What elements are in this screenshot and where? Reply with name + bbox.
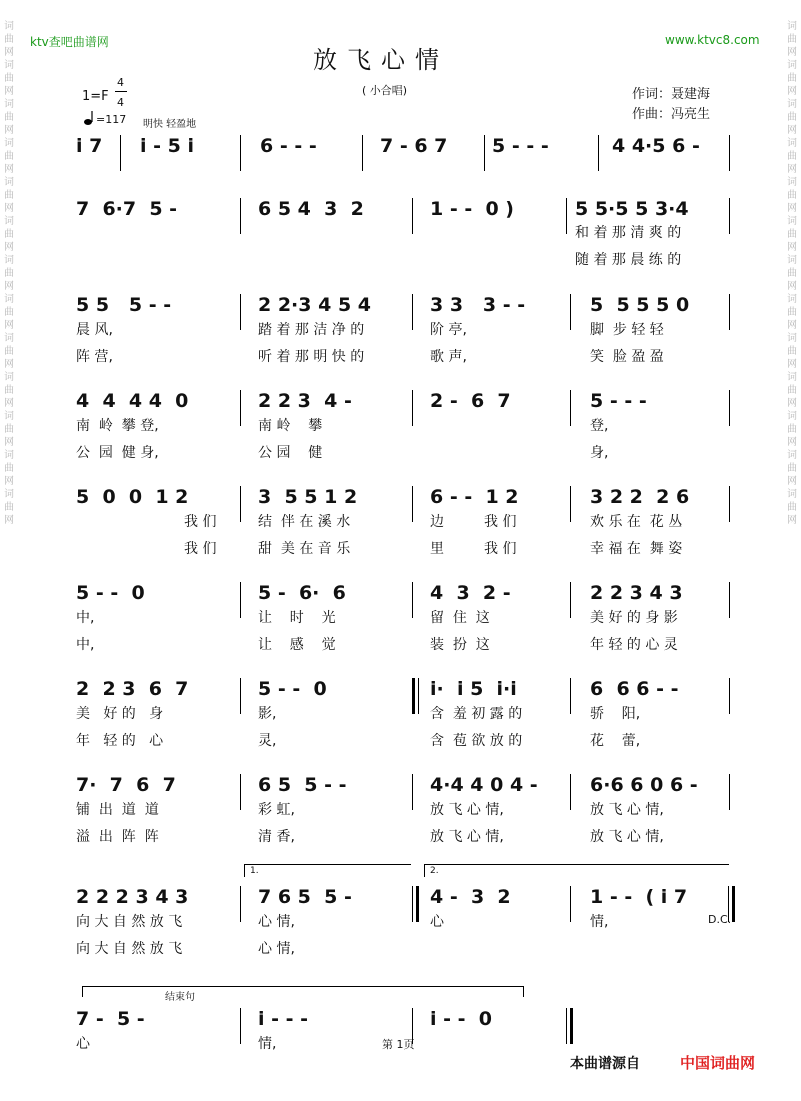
- lyricist-credit: 作词：聂建海: [632, 87, 711, 102]
- score-row-4: [0, 390, 801, 470]
- lyric: 南 岭 攀: [258, 418, 323, 434]
- site-link-right[interactable]: www.ktvc8.com: [665, 33, 760, 47]
- lyric: 甜 美 在 音 乐: [258, 541, 351, 557]
- barline: [240, 198, 241, 234]
- measure: 7· 7 6 7: [76, 774, 176, 796]
- measure: 5 - - -: [590, 390, 647, 412]
- measure: 3 3 3 - -: [430, 294, 526, 316]
- lyric: 心: [430, 914, 444, 930]
- score-row-5: [0, 486, 801, 566]
- score-row-9: [0, 886, 801, 966]
- barline: [240, 135, 241, 171]
- barline: [412, 486, 413, 522]
- barline: [240, 486, 241, 522]
- barline: [570, 774, 571, 810]
- measure: 3 5 5 1 2: [258, 486, 358, 508]
- measure: 6 - - -: [260, 135, 317, 157]
- score-row-7: [0, 678, 801, 758]
- measure: 6 5 5 - -: [258, 774, 347, 796]
- right-watermark: 词 曲 网 词 曲 网 词 曲 网 词 曲 网 词 曲 网 词 曲 网 词 曲 网 词 曲 网 词 曲 网 词 曲 网 词 曲 网 词 曲 网 词 曲 网: [787, 21, 797, 526]
- measure: 2 - 6 7: [430, 390, 511, 412]
- measure: 2 2 3 4 3: [590, 582, 683, 604]
- lyric: 脚 步 轻 轻: [590, 322, 664, 338]
- lyric: 灵,: [258, 733, 277, 749]
- barline: [570, 294, 571, 330]
- lyric: 中,: [76, 637, 95, 653]
- composer-credit: 作曲：冯亮生: [632, 107, 711, 122]
- barline: [570, 582, 571, 618]
- measure: 4 3 2 -: [430, 582, 511, 604]
- lyric: 笑 脸 盈 盈: [590, 349, 664, 365]
- lyric: 年 轻 的 心 灵: [590, 637, 678, 653]
- repeat-end-barline: [412, 886, 413, 922]
- lyric: 铺 出 道 道: [76, 802, 159, 818]
- barline: [240, 886, 241, 922]
- lyric: 心 情,: [258, 941, 295, 957]
- measure: 5 0 0 1 2: [76, 486, 189, 508]
- lyric: 公 园 健: [258, 445, 323, 461]
- da-capo-mark: D.C.: [708, 913, 732, 926]
- lyric: 装 扮 这: [430, 637, 490, 653]
- barline: [570, 678, 571, 714]
- barline: [120, 135, 121, 171]
- measure: 6 6 6 - -: [590, 678, 679, 700]
- lyric: 骄 阳,: [590, 706, 641, 722]
- barline: [412, 582, 413, 618]
- lyric: 情,: [258, 1036, 277, 1052]
- measure: 5 5 5 - -: [76, 294, 172, 316]
- lyric: 清 香,: [258, 829, 295, 845]
- lyric: 身,: [590, 445, 609, 461]
- time-sig-divider: [115, 91, 127, 92]
- measure: 5 - - 0: [258, 678, 327, 700]
- measure: 1 - - ( i 7: [590, 886, 688, 908]
- lyric: 欢 乐 在 花 丛: [590, 514, 683, 530]
- measure: i 7: [76, 135, 103, 157]
- measure: 2 2·3 4 5 4: [258, 294, 371, 316]
- barline: [412, 774, 413, 810]
- barline: [570, 486, 571, 522]
- footer-source-label: 本曲谱源自: [570, 1056, 640, 1072]
- lyric: 阵 营,: [76, 349, 113, 365]
- measure: 4 4·5 6 -: [612, 135, 700, 157]
- barline: [362, 135, 363, 171]
- volta-label-2: 2.: [430, 866, 439, 876]
- barline: [729, 582, 730, 618]
- measure: 1 - - 0 ): [430, 198, 514, 220]
- lyric: 花 蕾,: [590, 733, 641, 749]
- measure: 3 2 2 2 6: [590, 486, 690, 508]
- barline: [412, 294, 413, 330]
- measure: 7 - 5 -: [76, 1008, 145, 1030]
- barline: [240, 678, 241, 714]
- score-row-1: [0, 135, 801, 175]
- lyric: 留 住 这: [430, 610, 490, 626]
- barline: [729, 198, 730, 234]
- score-row-3: [0, 294, 801, 374]
- volta-bracket-1: [244, 864, 411, 877]
- left-watermark: 词 曲 网 词 曲 网 词 曲 网 词 曲 网 词 曲 网 词 曲 网 词 曲 网 词 曲 网 词 曲 网 词 曲 网 词 曲 网 词 曲 网 词 曲 网: [4, 21, 14, 526]
- barline: [729, 774, 730, 810]
- lyric: 让 感 觉: [258, 637, 336, 653]
- barline: [240, 1008, 241, 1044]
- lyric: 彩 虹,: [258, 802, 295, 818]
- final-barline: [566, 1008, 567, 1044]
- lyric: 我 们: [184, 541, 217, 557]
- measure: 5 - - 0: [76, 582, 145, 604]
- barline: [729, 486, 730, 522]
- lyric: 影,: [258, 706, 277, 722]
- lyric: 美 好 的 身: [76, 706, 164, 722]
- measure: 7 - 6 7: [380, 135, 448, 157]
- lyric: 南 岭 攀 登,: [76, 418, 159, 434]
- score-row-10: [0, 1008, 801, 1058]
- barline: [412, 390, 413, 426]
- barline: [729, 294, 730, 330]
- lyric: 让 时 光: [258, 610, 336, 626]
- lyric: 美 好 的 身 影: [590, 610, 678, 626]
- measure: 4 4 4 4 0: [76, 390, 189, 412]
- measure: 5 - - -: [492, 135, 549, 157]
- lyric: 心 情,: [258, 914, 295, 930]
- barline: [240, 582, 241, 618]
- barline: [484, 135, 485, 171]
- measure: 6 5 4 3 2: [258, 198, 364, 220]
- lyric: 踏 着 那 洁 净 的: [258, 322, 365, 338]
- barline: [729, 135, 730, 171]
- lyric: 向 大 自 然 放 飞: [76, 941, 183, 957]
- measure: 2 2 3 4 -: [258, 390, 352, 412]
- volta-label-1: 1.: [250, 866, 259, 876]
- footer-site-link[interactable]: 中国词曲网: [680, 1054, 756, 1072]
- score-row-2: [0, 198, 801, 278]
- measure: 4 - 3 2: [430, 886, 511, 908]
- lyric: 放 飞 心 情,: [590, 829, 664, 845]
- repeat-end-barline: [416, 886, 419, 922]
- lyric: 放 飞 心 情,: [430, 802, 504, 818]
- lyric: 心: [76, 1036, 90, 1052]
- song-title: 放飞心情: [313, 46, 449, 74]
- lyric: 随 着 那 晨 练 的: [575, 252, 682, 268]
- tempo-marking: 明快 轻盈地: [143, 119, 197, 130]
- barline: [240, 774, 241, 810]
- barline: [412, 198, 413, 234]
- measure: i· i 5 i·i: [430, 678, 517, 700]
- ending-label: 结束句: [165, 992, 195, 1003]
- measure: i - - 0: [430, 1008, 492, 1030]
- measure: 6·6 6 0 6 -: [590, 774, 698, 796]
- ending-bracket: [82, 986, 524, 997]
- lyric: 年 轻 的 心: [76, 733, 164, 749]
- lyric: 听 着 那 明 快 的: [258, 349, 365, 365]
- barline: [240, 294, 241, 330]
- lyric: 含 苞 欲 放 的: [430, 733, 523, 749]
- lyric: 向 大 自 然 放 飞: [76, 914, 183, 930]
- repeat-start-barline: [412, 678, 415, 714]
- lyric: 歌 声,: [430, 349, 467, 365]
- score-row-8: [0, 774, 801, 854]
- barline: [570, 390, 571, 426]
- lyric: 阶 亭,: [430, 322, 467, 338]
- measure: 2 2 3 6 7: [76, 678, 189, 700]
- time-sig-bottom: 4: [117, 96, 124, 109]
- measure: 7 6·7 5 -: [76, 198, 178, 220]
- song-subtitle: ( 小合唱): [362, 84, 408, 97]
- volta-bracket-2: [424, 864, 729, 877]
- site-link-left[interactable]: ktv查吧曲谱网: [30, 35, 109, 49]
- lyric: 我 们: [184, 514, 217, 530]
- barline: [566, 198, 567, 234]
- measure: 5 5 5 5 0: [590, 294, 690, 316]
- measure: 6 - - 1 2: [430, 486, 519, 508]
- final-barline: [570, 1008, 573, 1044]
- barline: [598, 135, 599, 171]
- lyric: 晨 风,: [76, 322, 113, 338]
- lyric: 结 伴 在 溪 水: [258, 514, 351, 530]
- lyric: 里 我 们: [430, 541, 517, 557]
- lyric: 幸 福 在 舞 姿: [590, 541, 683, 557]
- final-barline: [732, 886, 735, 922]
- measure: 4·4 4 0 4 -: [430, 774, 538, 796]
- lyric: 含 羞 初 露 的: [430, 706, 523, 722]
- lyric: 登,: [590, 418, 609, 434]
- tempo-value: =117: [96, 113, 127, 126]
- barline: [240, 390, 241, 426]
- measure: i - - -: [258, 1008, 309, 1030]
- barline: [729, 678, 730, 714]
- lyric: 边 我 们: [430, 514, 517, 530]
- measure: 2 2 2 3 4 3: [76, 886, 189, 908]
- page-number: 第 1页: [382, 1038, 415, 1051]
- barline: [729, 390, 730, 426]
- measure: 5 - 6· 6: [258, 582, 346, 604]
- score-row-6: [0, 582, 801, 662]
- lyric: 放 飞 心 情,: [590, 802, 664, 818]
- lyric: 溢 出 阵 阵: [76, 829, 159, 845]
- measure: 7 6 5 5 -: [258, 886, 352, 908]
- lyric: 情,: [590, 914, 609, 930]
- barline: [570, 886, 571, 922]
- key-signature: 1=F: [82, 89, 109, 104]
- measure: i - 5 i: [140, 135, 194, 157]
- lyric: 中,: [76, 610, 95, 626]
- lyric: 和 着 那 清 爽 的: [575, 225, 682, 241]
- lyric: 放 飞 心 情,: [430, 829, 504, 845]
- time-sig-top: 4: [117, 76, 124, 89]
- measure: 5 5·5 5 3·4: [575, 198, 689, 220]
- lyric: 公 园 健 身,: [76, 445, 159, 461]
- repeat-start-barline: [418, 678, 419, 714]
